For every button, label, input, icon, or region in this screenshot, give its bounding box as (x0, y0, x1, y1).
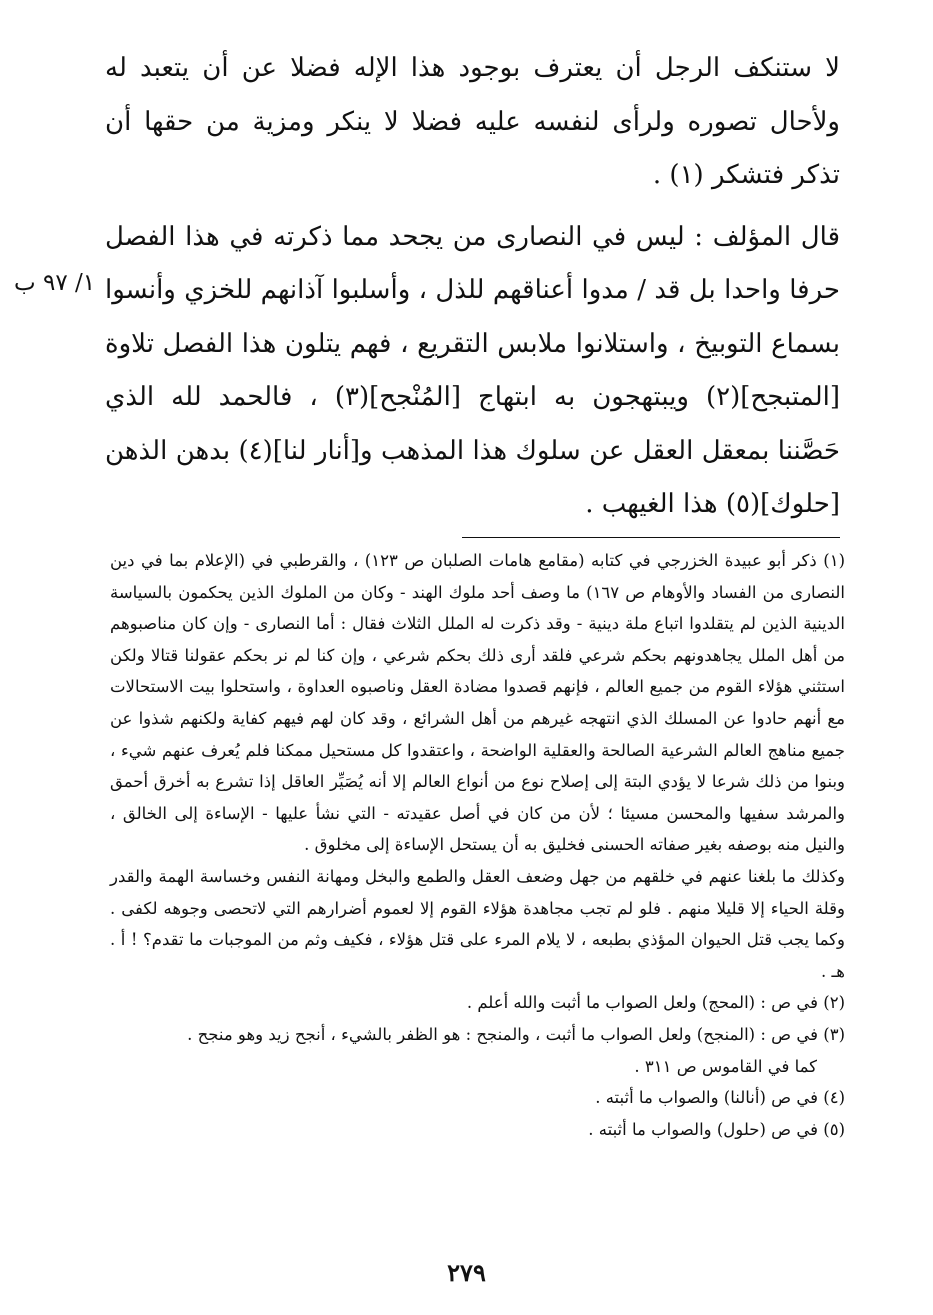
footnote-1 (110, 545, 845, 861)
manuscript-folio-note: ١/ ٩٧ ب (14, 270, 96, 296)
main-text (105, 42, 840, 532)
footnote-5 (110, 1114, 845, 1146)
footnote-5-text: في ص (حلول) والصواب ما أثبته . (588, 1119, 818, 1139)
footnote-2 (110, 987, 845, 1019)
footnote-1-label: (١) (823, 551, 845, 570)
footnote-3-continuation: كما في القاموس ص ٣١١ . (634, 1056, 817, 1076)
footnote-3-text: في ص : (المنجح) ولعل الصواب ما أثبت ، والمنجح : هو الظفر بالشيء ، أنجح زيد وهو منجح . (187, 1024, 818, 1044)
page-number: ٢٧٩ (447, 1258, 486, 1287)
footnote-3 (110, 1019, 845, 1051)
footnote-5-label: (٥) (823, 1119, 845, 1139)
main-paragraph-1: لا ستنكف الرجل أن يعترف بوجود هذا الإله فضلا عن أن يتعبد له ولأحال تصوره ولرأى لنفسه عليه فضلا لا ينكر ومزية من حقها أن تذكر فتشكر (١) . (105, 53, 840, 190)
footnote-4-text: في ص (أنالنا) والصواب ما أثبته . (595, 1088, 818, 1108)
footnote-2-label: (٢) (823, 993, 845, 1013)
footnote-2-text: في ص : (المحج) ولعل الصواب ما أثبت والله أعلم . (466, 993, 818, 1013)
footnote-1-continuation: وكذلك ما بلغنا عنهم في خلقهم من جهل وضعف العقل والطمع والبخل ومهانة النفس وخساسة الهمة والقدر وقلة الحياء إلا قليلا منهم . فلو لم تجب مجاهدة هؤلاء القوم إلا لعموم أضرارهم التي لاتحصى وجوهه لكفى . وكما يجب قتل الحيوان المؤذي بطبعه ، لا يلام المرء على قتل هؤلاء ، فكيف وثم من الموجبات ما تقدم؟ ! أ . هـ . (110, 866, 845, 981)
main-paragraph-2: قال المؤلف : ليس في النصارى من يجحد مما ذكرته في هذا الفصل حرفا واحدا بل قد / مدوا أعناقهم للذل ، وأسلبوا آذانهم للخزي وأنسوا بسماع التوبيخ ، واستلانوا ملابس التقريع ، فهم يتلون هذا الفصل تلاوة [المتبجح](٢) ويبتهجون به ابتهاج [المُنْجح](٣) ، فالحمد لله الذي حَصَّننا بمعقل العقل عن سلوك هذا المذهب و[أنار لنا](٤) بدهن الذهن [حلوك](٥) هذا الغيهب . (105, 221, 840, 519)
footnote-divider (462, 537, 840, 538)
footnote-1-text: ذكر أبو عبيدة الخزرجي في كتابه (مقامع هامات الصلبان ص ١٢٣) ، والقرطبي في (الإعلام بما في دين النصارى من الفساد والأوهام ص ١٦٧) ما وصف أحد ملوك الهند - وكان من الملوك الذين يحكمون بالسياسة الدينية الذين لم يتقلدوا اتباع ملة دينية - وقد ذكرت له الملل الثلاث فقال : أما النصارى - وإن كان مناصبوهم من أهل الملل يجاهدونهم بحكم شرعي فلقد أرى ذلك بحكم شرعي ، وإن كنا لم نر بحكم عقولنا قتالا ولكن استثني هؤلاء القوم من جميع العالم ، فإنهم قصدوا مضادة العقل وناصبوه العداوة ، واستحلوا بيت الاستحالات مع أنهم حادوا عن المسلك الذي انتهجه غيرهم من أهل الشرائع ، وقد كان لهم فيهم كفاية ولكنهم شذوا عن جميع مناهج العالم الشرعية الصالحة والعقلية الواضحة ، واعتقدوا كل مستحيل ممكنا فلم يُعرف عنهم شيء ، وبنوا من ذلك شرعا لا يؤدي البتة إلى إصلاح نوع من أنواع العالم إلا أنه يُصَيِّر العاقل إذا تشرع به أخرق أحمق والمرشد سفيها والمحسن مسيئا ؛ لأن من كان في أصل عقيدته - التي نشأ عليها - الإساءة إلى الخالق ، والنيل منه بوصفه بغير صفاته الحسنى فخليق به أن يستحل الإساءة إلى مخلوق . (110, 551, 846, 855)
footnotes (110, 545, 845, 1145)
footnote-4 (110, 1082, 845, 1114)
footnote-3-label: (٣) (823, 1024, 845, 1044)
footnote-4-label: (٤) (823, 1088, 845, 1108)
